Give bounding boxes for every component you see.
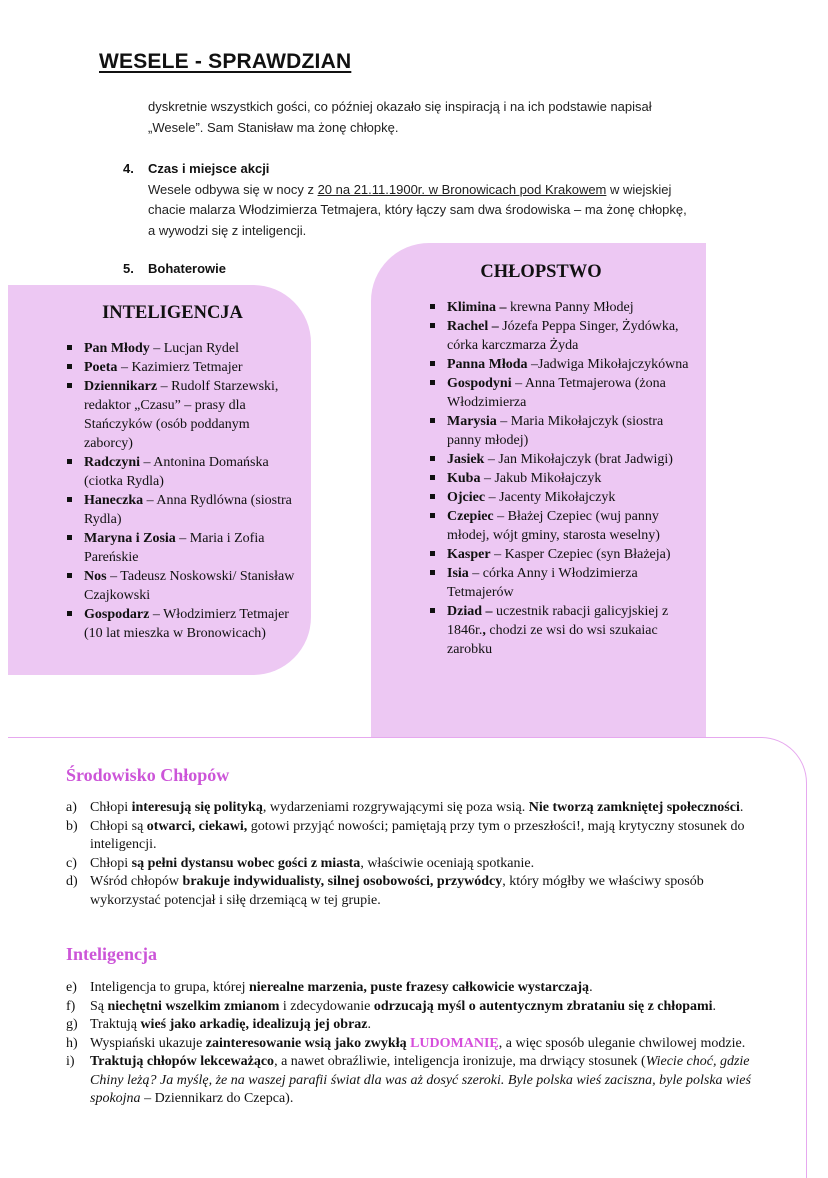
character-item <box>427 450 693 469</box>
item-letter: a) <box>66 800 77 815</box>
section-4-line: chacie malarza Włodzimierza Tetmajera, który łączy sam dwa środowiska – ma żonę chłopkę, <box>148 202 687 217</box>
inteligencja-section-heading: Inteligencja <box>66 944 157 964</box>
character-desc: – Anna Tetmajerowa (żona Włodzimierza <box>447 376 666 410</box>
bold-span: odrzucają myśl o autentycznym zbrataniu się z chłopami <box>373 998 713 1014</box>
character-name: Isia <box>447 566 469 581</box>
bold-span: zainteresowanie wsią jako zwykłą <box>205 1035 411 1051</box>
character-item <box>427 374 693 412</box>
intro-line: dyskretnie wszystkich gości, co później okazało się inspiracją i na ich podstawie napisał <box>148 99 652 114</box>
character-name: Pan Młody <box>84 341 150 356</box>
text-span: , który mógłby we właściwy sposób wykorzystać potencjał i siłę drzemiącą w tej grupie. <box>90 874 704 908</box>
page-title: WESELE - SPRAWDZIAN <box>99 50 352 73</box>
item-letter: g) <box>66 1017 78 1032</box>
character-item <box>427 298 693 317</box>
character-desc: – Jakub Mikołajczyk <box>480 471 602 486</box>
character-item <box>427 317 693 355</box>
inteligencja-title: INTELIGENCJA <box>102 303 243 323</box>
list-item <box>66 799 771 818</box>
character-item <box>427 507 693 545</box>
bold-span: wieś jako arkadię, idealizują jej obraz <box>140 1017 368 1032</box>
character-name: Dziennikarz <box>84 379 158 394</box>
character-desc: krewna Panny Młodej <box>506 300 634 315</box>
character-item <box>427 412 693 450</box>
character-name: Kasper <box>447 547 491 562</box>
character-desc: – Rudolf Starzewski, redaktor „Czasu” – prasy dla Stańczyków (osób poddanym zaborcy) <box>84 379 279 451</box>
section-5-heading: Bohaterowie <box>148 261 227 276</box>
character-item <box>64 529 296 567</box>
character-desc: – Kazimierz Tetmajer <box>117 360 243 375</box>
character-desc: – Anna Rydlówna (siostra Rydla) <box>84 493 292 527</box>
list-item <box>66 998 771 1017</box>
srodowisko-list <box>66 799 771 910</box>
character-name: Kuba <box>447 471 481 486</box>
item-letter: c) <box>66 855 77 871</box>
character-name: Radczyni <box>84 455 140 470</box>
intro-line: „Wesele”. Sam Stanisław ma żonę chłopkę. <box>148 119 399 135</box>
chlopstwo-title: CHŁOPSTWO <box>480 262 602 282</box>
character-item <box>64 453 296 491</box>
character-desc: chodzi ze wsi do wsi szukaiac zarobku <box>447 623 658 657</box>
character-name: Dziad – <box>447 604 493 619</box>
character-item <box>427 564 693 602</box>
character-name: Ojciec <box>447 490 486 505</box>
character-item <box>427 488 693 507</box>
underlined-date-place: 20 na 21.11.1900r. w Bronowicach pod Krakowem <box>317 181 607 197</box>
chlopstwo-list <box>427 298 693 659</box>
list-item <box>66 1016 771 1035</box>
list-item <box>66 979 771 998</box>
character-desc: – Maria i Zofia Pareńskie <box>84 531 265 565</box>
item-letter: h) <box>66 1035 78 1051</box>
list-item <box>66 873 771 910</box>
text-span: . <box>589 980 593 995</box>
character-desc: uczestnik rabacji galicyjskiej z 1846r. <box>447 604 669 638</box>
section-5-number: 5. <box>123 261 134 276</box>
text-span: Traktują <box>90 1017 141 1032</box>
text-span: Inteligencja to grupa, której <box>90 980 249 995</box>
character-name: Gospodarz <box>84 607 150 622</box>
srodowisko-heading: Środowisko Chłopów <box>66 765 230 785</box>
character-name: Jasiek <box>447 452 485 467</box>
character-name: Marysia <box>447 414 497 429</box>
text-span: – Dziennikarz do Czepca). <box>140 1091 294 1106</box>
character-item <box>427 355 693 374</box>
character-name: Haneczka <box>84 493 144 508</box>
bold-span: Nie tworzą zamkniętej społeczności <box>528 800 740 815</box>
character-desc: – Jan Mikołajczyk (brat Jadwigi) <box>484 452 673 467</box>
character-name: Czepiec <box>447 509 494 524</box>
character-name: Maryna i Zosia <box>84 531 176 546</box>
section-4-line <box>148 180 687 201</box>
text-span: , wydarzeniami rozgrywającymi się poza wsią. <box>262 800 529 815</box>
item-letter: i) <box>66 1054 75 1069</box>
item-letter: b) <box>66 818 78 834</box>
character-desc: – Jacenty Mikołajczyk <box>485 490 616 505</box>
bold-span: brakuje indywidualisty, silnej osobowości, przywódcy <box>182 874 503 889</box>
intro-paragraph <box>148 97 652 138</box>
inteligencja-list <box>64 339 296 643</box>
text-span: , a nawet obraźliwie, inteligencja ironizuje, ma drwiący stosunek ( <box>274 1054 646 1069</box>
character-item <box>64 567 296 605</box>
character-item <box>64 377 296 453</box>
text-span: Wesele odbywa się w nocy z <box>148 181 318 197</box>
bold-span: niechętni wszelkim zmianom <box>107 998 280 1014</box>
item-letter: e) <box>66 980 77 995</box>
list-item <box>66 818 771 855</box>
text-span: , właściwie oceniają spotkanie. <box>360 855 535 871</box>
character-desc: – Kasper Czepiec (syn Błażeja) <box>490 547 671 562</box>
character-desc-bold: , <box>482 623 486 638</box>
character-desc: Józefa Peppa Singer, Żydówka, córka karczmarza Żyda <box>447 319 679 353</box>
text-span: . <box>712 998 717 1014</box>
character-item <box>64 605 296 643</box>
bold-span: nierealne marzenia, puste frazesy całkowicie wystarczają <box>249 980 590 995</box>
character-desc: –Jadwiga Mikołajczykówna <box>527 357 689 372</box>
character-desc: – Włodzimierz Tetmajer (10 lat mieszka w Bronowicach) <box>84 607 289 641</box>
list-item <box>66 855 771 874</box>
character-desc: – Antonina Domańska (ciotka Rydla) <box>84 455 269 489</box>
text-span: Chłopi są <box>90 818 147 834</box>
character-desc: – Lucjan Rydel <box>149 341 239 356</box>
list-item <box>66 1035 771 1054</box>
section-4-line: a wywodzi się z inteligencji. <box>148 222 307 238</box>
character-item <box>64 358 296 377</box>
character-desc: – Tadeusz Noskowski/ Stanisław Czajkowski <box>84 569 295 603</box>
character-item <box>64 339 296 358</box>
section-4 <box>148 159 687 241</box>
character-name: Panna Młoda <box>447 357 528 372</box>
character-item <box>427 545 693 564</box>
text-span: Chłopi <box>90 855 132 871</box>
item-letter: f) <box>66 998 76 1014</box>
text-span: w wiejskiej <box>606 181 672 197</box>
bold-span: otwarci, ciekawi, <box>146 818 248 834</box>
character-name: Nos <box>84 569 107 584</box>
section-4-heading: Czas i miejsce akcji <box>148 161 270 176</box>
character-item <box>64 491 296 529</box>
text-span: . <box>367 1017 372 1032</box>
bold-span: interesują się polityką <box>131 800 263 815</box>
character-name: Klimina – <box>447 300 507 315</box>
text-span: Wyspiański ukazuje <box>90 1035 206 1051</box>
text-span: , a więc sposób uleganie chwilowej modzie. <box>498 1035 746 1051</box>
character-desc: – Błażej Czepiec (wuj panny młodej, wójt gminy, starosta weselny) <box>447 509 660 543</box>
character-desc: – Maria Mikołajczyk (siostra panny młodej) <box>447 414 664 448</box>
text-span: i zdecydowanie <box>279 998 374 1014</box>
text-span: Wśród chłopów <box>90 874 183 889</box>
character-name: Rachel – <box>447 319 499 334</box>
text-span: gotowi przyjąć nowości; pamiętają przy tym o przeszłości!, mają krytyczny stosunek do inteligencji. <box>90 818 745 852</box>
inteligencja-section-list <box>66 979 771 1109</box>
list-item <box>66 1053 771 1109</box>
character-name: Poeta <box>84 360 118 375</box>
text-span: Są <box>90 998 108 1014</box>
text-span: . <box>739 800 744 815</box>
item-letter: d) <box>66 874 78 889</box>
section-4-number: 4. <box>123 161 134 176</box>
character-item <box>427 602 693 659</box>
highlight-ludomania: LUDOMANIĘ <box>410 1035 499 1051</box>
character-item <box>427 469 693 488</box>
italic-quote: Wiecie choć, gdzie Chiny leżą? Ja myślę, że na waszej parafii świat dla was aż dosyć szeroki. Byle polska wieś zaciszna, byle polska wieś spokojna <box>90 1054 751 1106</box>
bold-span: są pełni dystansu wobec gości z miasta <box>131 855 361 871</box>
text-span: Chłopi <box>90 800 132 815</box>
character-name: Gospodyni <box>447 376 512 391</box>
bold-span: Traktują chłopów lekceważąco <box>90 1054 275 1069</box>
character-desc: – córka Anny i Włodzimierza Tetmajerów <box>447 566 638 600</box>
